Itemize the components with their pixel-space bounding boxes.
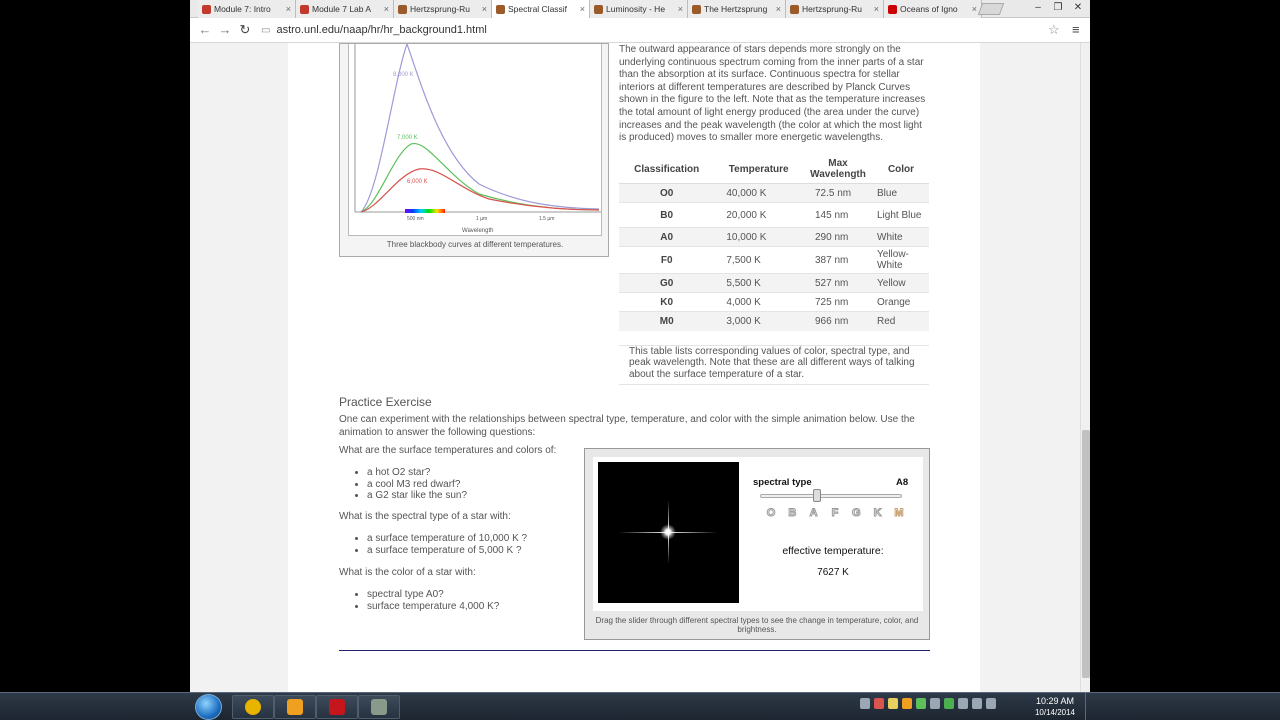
table-cell: Orange bbox=[873, 293, 929, 312]
xtick-1um: 1 µm bbox=[476, 216, 488, 222]
tool-app[interactable] bbox=[358, 695, 400, 719]
spectral-class-m[interactable]: M bbox=[894, 507, 904, 519]
xtick-1-5um: 1.5 µm bbox=[539, 216, 555, 222]
table-row bbox=[619, 203, 929, 228]
tab-title: Spectral Classif bbox=[508, 4, 568, 14]
tab-favicon-icon bbox=[398, 5, 407, 14]
tray-icon[interactable] bbox=[888, 698, 898, 709]
tray-icon[interactable] bbox=[944, 698, 954, 709]
tab-title: Oceans of Igno bbox=[900, 4, 958, 14]
spectral-class-a[interactable]: A bbox=[809, 507, 818, 519]
table-row bbox=[619, 312, 929, 331]
curve-8000k bbox=[361, 44, 599, 212]
tool-icon bbox=[371, 699, 387, 715]
tab-close-icon[interactable]: × bbox=[579, 4, 585, 14]
browser-tab[interactable] bbox=[688, 0, 786, 18]
question-2: What is the spectral type of a star with: bbox=[339, 511, 511, 522]
page-viewport bbox=[190, 43, 1080, 692]
tab-close-icon[interactable]: × bbox=[677, 4, 683, 14]
browser-tab[interactable] bbox=[296, 0, 394, 18]
url-text: astro.unl.edu/naap/hr/hr_background1.html bbox=[276, 24, 487, 36]
volume-icon[interactable] bbox=[986, 698, 996, 709]
header-classification: Classification bbox=[619, 155, 714, 184]
table-cell: 725 nm bbox=[803, 293, 873, 312]
table-row bbox=[619, 274, 929, 293]
tab-close-icon[interactable]: × bbox=[481, 4, 487, 14]
table-cell: 145 nm bbox=[803, 203, 873, 228]
table-cell: White bbox=[873, 228, 929, 247]
chrome-app[interactable] bbox=[232, 695, 274, 719]
browser-tab[interactable] bbox=[492, 0, 590, 19]
table-cell: K0 bbox=[619, 293, 714, 312]
table-header-row bbox=[619, 155, 929, 184]
question-2-list bbox=[367, 533, 527, 556]
question-1: What are the surface temperatures and colors of: bbox=[339, 445, 557, 456]
table-cell: Light Blue bbox=[873, 203, 929, 228]
tab-favicon-icon bbox=[300, 5, 309, 14]
spectral-class-labels bbox=[765, 507, 905, 519]
spectral-class-o[interactable]: O bbox=[766, 507, 776, 519]
outlook-icon bbox=[287, 699, 303, 715]
label-8000k: 8,000 K bbox=[393, 72, 414, 78]
table-note: This table lists corresponding values of color, spectral type, and peak wavelength. Note that these are all different ways of talking about the surface temperature of a star. bbox=[619, 345, 929, 385]
question-3: What is the color of a star with: bbox=[339, 567, 476, 578]
header-temperature: Temperature bbox=[714, 155, 803, 184]
x-axis-label: Wavelength bbox=[462, 228, 494, 234]
table-cell: 10,000 K bbox=[714, 228, 803, 247]
header-max-wavelength: Max Wavelength bbox=[803, 155, 873, 184]
animation-canvas bbox=[593, 457, 923, 611]
spectral-animation bbox=[584, 448, 930, 640]
list-item: • spectral type A0? bbox=[367, 589, 499, 601]
table-cell: 4,000 K bbox=[714, 293, 803, 312]
spectral-slider-track[interactable] bbox=[760, 494, 902, 498]
new-tab-button[interactable] bbox=[978, 3, 1004, 15]
table-cell: B0 bbox=[619, 203, 714, 228]
close-window-icon[interactable]: ✕ bbox=[1073, 2, 1083, 13]
table-cell: 20,000 K bbox=[714, 203, 803, 228]
table-cell: 387 nm bbox=[803, 247, 873, 274]
curve-7000k bbox=[361, 144, 599, 212]
browser-window bbox=[190, 0, 1090, 692]
spectral-class-b[interactable]: B bbox=[788, 507, 797, 519]
tab-strip bbox=[190, 0, 1090, 18]
list-item: • a hot O2 star? bbox=[367, 467, 467, 479]
table-cell: 40,000 K bbox=[714, 184, 803, 203]
browser-tab[interactable] bbox=[394, 0, 492, 18]
table-cell: 72.5 nm bbox=[803, 184, 873, 203]
tab-title: The Hertzsprung bbox=[704, 4, 768, 14]
tab-close-icon[interactable]: × bbox=[285, 4, 291, 14]
table-cell: 527 nm bbox=[803, 274, 873, 293]
question-3-list bbox=[367, 589, 499, 612]
address-bar[interactable] bbox=[256, 21, 1068, 39]
page-content bbox=[288, 43, 980, 692]
star-view bbox=[598, 462, 739, 603]
reload-icon[interactable]: ↻ bbox=[239, 22, 251, 37]
restore-icon[interactable]: ❐ bbox=[1053, 2, 1063, 13]
table-cell: 290 nm bbox=[803, 228, 873, 247]
tray-icon[interactable] bbox=[930, 698, 940, 709]
footer-divider bbox=[339, 650, 930, 651]
header-color: Color bbox=[873, 155, 929, 184]
taskbar bbox=[0, 692, 1280, 720]
effective-temperature-label: effective temperature: bbox=[782, 545, 884, 557]
spectral-type-value: A8 bbox=[896, 477, 909, 488]
table-row bbox=[619, 184, 929, 203]
browser-tab[interactable] bbox=[590, 0, 688, 18]
spectral-class-f[interactable]: F bbox=[831, 507, 839, 519]
scrollbar-thumb[interactable] bbox=[1082, 430, 1090, 678]
acrobat-app[interactable] bbox=[316, 695, 358, 719]
animation-caption: Drag the slider through different spectral types to see the change in temperature, color, and brightness. bbox=[595, 616, 919, 634]
vertical-scrollbar[interactable] bbox=[1080, 43, 1090, 692]
visible-spectrum-band bbox=[405, 209, 445, 213]
tray-icon[interactable] bbox=[902, 698, 912, 709]
tab-favicon-icon bbox=[202, 5, 211, 14]
list-item: • a surface temperature of 5,000 K ? bbox=[367, 545, 527, 557]
start-button[interactable] bbox=[195, 694, 222, 720]
tab-close-icon[interactable]: × bbox=[873, 4, 879, 14]
figure-caption: Three blackbody curves at different temperatures. bbox=[386, 240, 564, 249]
table-cell: Yellow-White bbox=[873, 247, 929, 274]
bookmark-star-icon[interactable]: ☆ bbox=[1048, 22, 1060, 37]
table-cell: M0 bbox=[619, 312, 714, 331]
clock-date[interactable]: 10/14/2014 bbox=[1034, 708, 1076, 717]
list-item: • a cool M3 red dwarf? bbox=[367, 479, 467, 491]
table-cell: 3,000 K bbox=[714, 312, 803, 331]
menu-icon[interactable]: ≡ bbox=[1072, 22, 1080, 37]
tab-close-icon[interactable]: × bbox=[383, 4, 389, 14]
table-cell: F0 bbox=[619, 247, 714, 274]
table-row bbox=[619, 247, 929, 274]
spectral-slider-handle[interactable] bbox=[813, 489, 821, 502]
tab-favicon-icon bbox=[692, 5, 701, 14]
list-item: • a surface temperature of 10,000 K ? bbox=[367, 533, 527, 545]
table-cell: 7,500 K bbox=[714, 247, 803, 274]
classification-table bbox=[619, 155, 929, 331]
tab-close-icon[interactable]: × bbox=[775, 4, 781, 14]
network-icon[interactable] bbox=[972, 698, 982, 709]
tab-title: Hertzsprung-Ru bbox=[410, 4, 470, 14]
blackbody-chart bbox=[348, 44, 602, 236]
table-cell: Blue bbox=[873, 184, 929, 203]
tray-icon[interactable] bbox=[860, 698, 870, 709]
browser-toolbar bbox=[190, 18, 1090, 43]
table-row bbox=[619, 293, 929, 312]
blackbody-svg bbox=[349, 44, 603, 236]
browser-tab[interactable] bbox=[198, 0, 296, 18]
intro-paragraph: The outward appearance of stars depends more strongly on the underlying continuous spectrum coming from the inner parts of a star than the absorption at its surface. Continuous spectra for stellar interiors at different temperatures are described by Planck Curves shown in the figure to the left. Note that as the temperature increases the total amount of light energy produced (the area under the curve) increases and the peak wavelength (the color at which the most light is produced) moves to smaller more energetic wavelengths. bbox=[619, 44, 926, 144]
forward-icon[interactable]: → bbox=[218, 22, 232, 37]
tab-title: Hertzsprung-Ru bbox=[802, 4, 862, 14]
browser-tab[interactable] bbox=[786, 0, 884, 18]
browser-tab[interactable] bbox=[884, 0, 982, 18]
label-6000k: 6,000 K bbox=[407, 179, 428, 185]
table-cell: Red bbox=[873, 312, 929, 331]
table-body bbox=[619, 184, 929, 331]
table-cell: G0 bbox=[619, 274, 714, 293]
tray-icon[interactable] bbox=[874, 698, 884, 709]
label-7000k: 7,000 K bbox=[397, 135, 418, 141]
tray-icon[interactable] bbox=[916, 698, 926, 709]
spectral-class-k[interactable]: K bbox=[873, 507, 882, 519]
tab-favicon-icon bbox=[888, 5, 897, 14]
practice-intro: One can experiment with the relationships between spectral type, temperature, and color with the simple animation below. Use the animation to answer the following questions: bbox=[339, 414, 915, 438]
table-cell: A0 bbox=[619, 228, 714, 247]
tab-title: Luminosity - He bbox=[606, 4, 666, 14]
curve-6000k bbox=[361, 169, 599, 212]
outlook-app[interactable] bbox=[274, 695, 316, 719]
table-cell: 966 nm bbox=[803, 312, 873, 331]
tab-close-icon[interactable]: × bbox=[971, 4, 977, 14]
tab-title: Module 7: Intro bbox=[214, 4, 271, 14]
system-tray bbox=[860, 698, 996, 709]
table-cell: Yellow bbox=[873, 274, 929, 293]
table-cell: 5,500 K bbox=[714, 274, 803, 293]
table-row bbox=[619, 228, 929, 247]
tab-title: Module 7 Lab A bbox=[312, 4, 372, 14]
back-icon[interactable]: ← bbox=[198, 22, 212, 37]
acrobat-icon bbox=[329, 699, 345, 715]
question-1-list bbox=[367, 467, 467, 502]
spectral-class-g[interactable]: G bbox=[852, 507, 861, 519]
desktop-margin-right bbox=[1090, 0, 1280, 692]
minimize-icon[interactable]: – bbox=[1035, 2, 1041, 13]
desktop-margin-left bbox=[0, 0, 190, 692]
star-icon bbox=[660, 524, 676, 540]
table-cell: O0 bbox=[619, 184, 714, 203]
figure-box bbox=[339, 43, 609, 257]
spectral-type-label: spectral type bbox=[753, 477, 812, 488]
page-icon: ▭ bbox=[261, 24, 271, 36]
tab-favicon-icon bbox=[496, 5, 505, 14]
practice-title: Practice Exercise bbox=[339, 395, 432, 409]
tab-favicon-icon bbox=[790, 5, 799, 14]
show-desktop-button[interactable] bbox=[1085, 693, 1097, 720]
list-item: • a G2 star like the sun? bbox=[367, 490, 467, 502]
clock-time[interactable]: 10:29 AM bbox=[1035, 696, 1075, 706]
flag-icon[interactable] bbox=[958, 698, 968, 709]
list-item: • surface temperature 4,000 K? bbox=[367, 601, 499, 613]
tab-favicon-icon bbox=[594, 5, 603, 14]
chrome-icon bbox=[245, 699, 261, 715]
xtick-500nm: 500 nm bbox=[407, 216, 424, 222]
effective-temperature-value: 7627 K bbox=[817, 567, 849, 578]
